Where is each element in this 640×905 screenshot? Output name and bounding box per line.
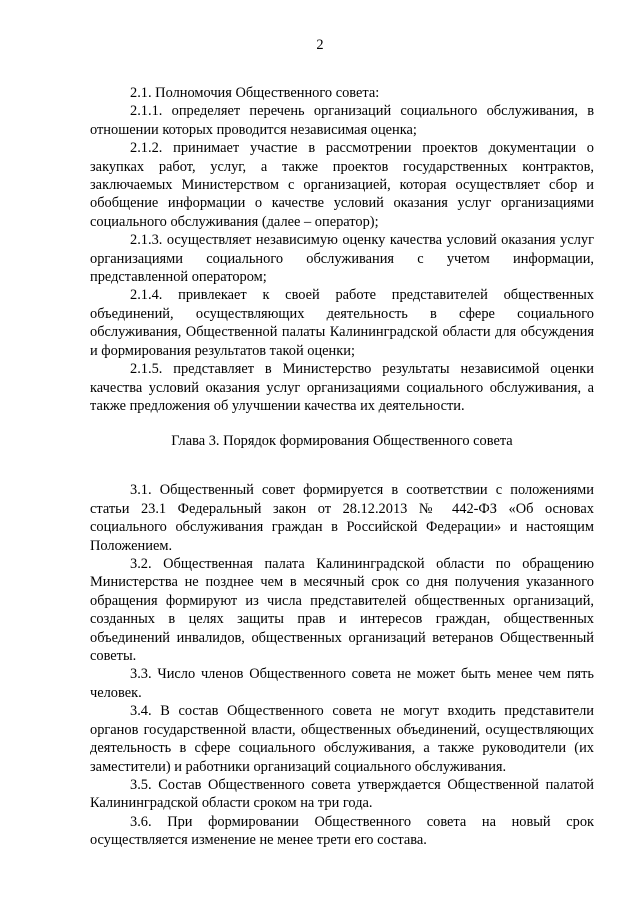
paragraph-3-1: 3.1. Общественный совет формируется в соответствии с положениями статьи 23.1 Федеральный закон от 28.12.2013 № 442-ФЗ «Об основах социального обслуживания граждан в Российской Федерации» и настоящим Положением. <box>90 482 594 554</box>
paragraph-3-2: 3.2. Общественная палата Калининградской области по обращению Министерства не позднее чем в месячный срок со дня получения указанного обращения формируют из числа представителей общественных организаций, созданных в целях защиты прав и интересов граждан, общественных объединений инвалидов, общественных организаций ветеранов Общественный советы. <box>90 556 594 665</box>
page-number: 2 <box>316 37 324 53</box>
section-3 <box>90 432 594 850</box>
paragraph-2-1: 2.1. Полномочия Общественного совета: <box>130 85 380 101</box>
paragraph-2-1-3: 2.1.3. осуществляет независимую оценку качества условий оказания услуг организациями социального обслуживания с учетом информации, представленной оператором; <box>90 232 594 286</box>
paragraph-3-5: 3.5. Состав Общественного совета утверждается Общественной палатой Калининградской области сроком на три года. <box>90 776 594 812</box>
paragraph-3-3: 3.3. Число членов Общественного совета не может быть менее чем пять человек. <box>90 666 594 701</box>
paragraph-2-1-1: 2.1.1. определяет перечень организаций социального обслуживания, в отношении которых проводится независимая оценка; <box>90 103 594 138</box>
paragraph-3-6: 3.6. При формировании Общественного совета на новый срок осуществляется изменение не менее трети его состава. <box>90 813 594 849</box>
section-2 <box>90 84 594 415</box>
paragraph-3-4: 3.4. В состав Общественного совета не могут входить представители органов государственной власти, общественных объединений, осуществляющих деятельность в сфере социального обслуживания, а также руководители (их заместители) и работники организаций социального обслуживания. <box>90 703 594 775</box>
paragraph-2-1-5: 2.1.5. представляет в Министерство результаты независимой оценки качества условий оказания услуг организациями социального обслуживания, а также предложения об улучшении качества их деятельности. <box>90 361 594 414</box>
chapter-3-heading: Глава 3. Порядок формирования Общественного совета <box>171 433 513 449</box>
paragraph-2-1-4: 2.1.4. привлекает к своей работе представителей общественных объединений, осуществляющих деятельность в сфере социального обслуживания, Общественной палаты Калининградской области для обсуждения и формирования результатов такой оценки; <box>90 287 594 359</box>
paragraph-2-1-2: 2.1.2. принимает участие в рассмотрении проектов документации о закупках работ, услуг, а также проектов государственных контрактов, заключаемых Министерством с организацией, которая осуществляет сбор и обобщение информации о качестве условий оказания услуг организациями социального обслуживания (далее – оператор); <box>90 140 594 230</box>
